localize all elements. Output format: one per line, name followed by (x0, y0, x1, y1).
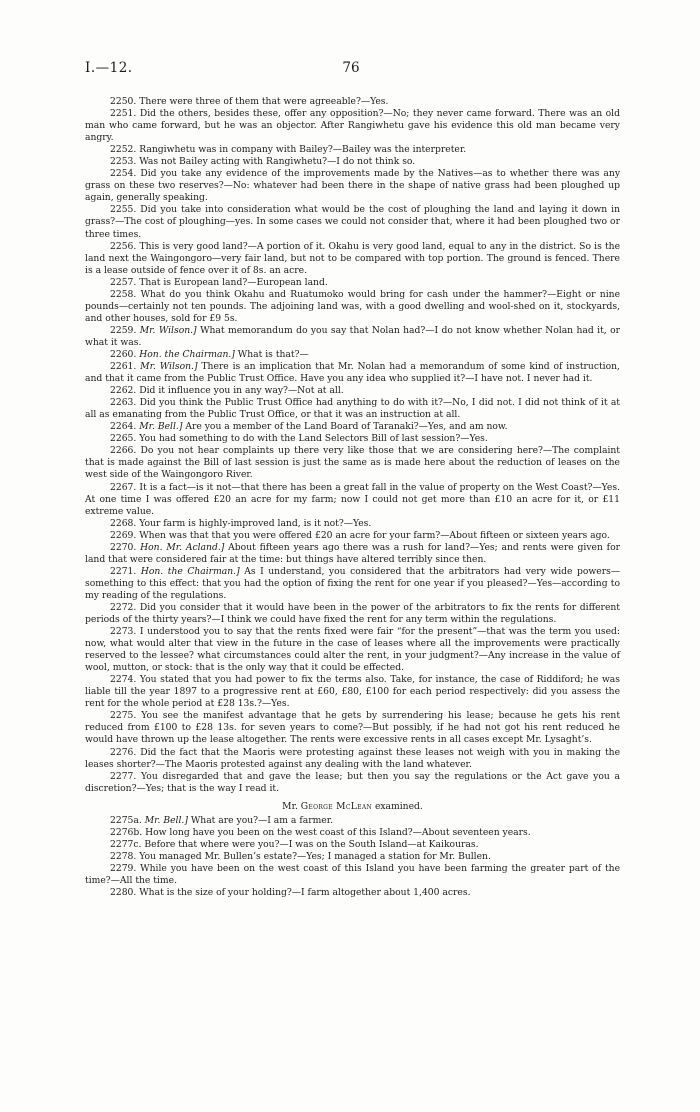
question-text: What is the size of your holding?—I farm altogether about 1,400 acres. (139, 887, 471, 899)
question-number: 2277c. (110, 838, 142, 850)
question-paragraph (85, 96, 620, 108)
question-paragraph (85, 445, 620, 481)
question-paragraph (85, 851, 620, 863)
question-text: This is very good land?—A portion of it. Okahu is very good land, equal to any in the district. So is the land next the Waingongoro—very fair land, but not to be compared with top portion. The ground is fenced. There is a lease outside of fence over it of 8s. an acre. (85, 240, 621, 276)
question-paragraph (85, 168, 620, 204)
question-text: Did you consider that it would have been in the power of the arbitrators to fix the rents for different periods of the thirty years?—I think we could have fixed the rent for any term within the regulations. (85, 601, 620, 626)
question-text: You see the manifest advantage that he gets by surrendering his lease; because he gets his rent reduced from £100 to £28 13s. for seven years to come?—But possibly, if he had not got his rent reduced he would have thrown up the lease altogether. The rents were excessive rents in all cases except Mr. Lysaght’s. (85, 710, 621, 746)
question-number: 2261. (110, 361, 137, 373)
question-number: 2254. (110, 168, 137, 180)
question-number: 2267. (110, 481, 137, 493)
question-paragraph (85, 241, 620, 277)
question-number: 2266. (110, 445, 137, 457)
witness-prefix: Mr. (282, 800, 298, 812)
question-paragraph (85, 518, 620, 530)
question-number: 2275. (110, 710, 137, 722)
speaker-label: Hon. Mr. Acland.] (140, 541, 225, 553)
question-text: What memorandum do you say that Nolan had?—I do not know whether Nolan had it, or what it was. (85, 324, 621, 348)
question-text: What are you?—I am a farmer. (190, 814, 334, 826)
speaker-label: Mr. Wilson.] (139, 324, 197, 336)
question-number: 2260. (110, 348, 137, 360)
question-number: 2277. (110, 770, 137, 782)
question-number: 2259. (110, 324, 137, 336)
question-paragraph (85, 289, 620, 325)
question-paragraph (85, 815, 620, 827)
document-body (85, 96, 620, 899)
question-number: 2274. (110, 674, 137, 686)
question-number: 2264. (110, 421, 137, 433)
question-text: Are you a member of the Land Board of Taranaki?—Yes, and am now. (185, 421, 508, 433)
question-text: Did you take into consideration what would be the cost of ploughing the land and laying it down in grass?—The cost of ploughing—yes. In some cases we could not consider that, where it had been ploughed two or three times. (85, 204, 620, 240)
parliamentary-paper-reference: I.—12. (85, 60, 133, 76)
evidence-after-heading (85, 815, 620, 899)
question-text: Before that where were you?—I was on the South Island—at Kaikouras. (144, 838, 479, 850)
question-number: 2278. (110, 850, 137, 862)
question-text: You disregarded that and gave the lease; but then you say the regulations or the Act gave you a discretion?—Yes; that is the way I read it. (85, 770, 621, 794)
question-paragraph (85, 204, 620, 240)
question-text: Do you not hear complaints up there very like those that we are considering here?—The complaint that is made against the Bill of last session is just the same as is made here about the reduction of leases on the west side of the Waingongoro River. (85, 445, 620, 481)
question-paragraph (85, 530, 620, 542)
question-paragraph (85, 349, 620, 361)
question-number: 2270. (110, 541, 137, 553)
question-paragraph (85, 771, 620, 795)
question-text: Did the fact that the Maoris were protesting against these leases not weigh with you in making the leases shorter?—The Maoris protested against any dealing with the land whatever. (85, 746, 621, 770)
question-text: About fifteen years ago there was a rush for land?—Yes; and rents were given for land that were considered fair at the time: but things have altered terribly since then. (85, 541, 621, 565)
question-paragraph (85, 602, 620, 626)
question-number: 2251. (110, 108, 137, 120)
speaker-label: Mr. Wilson.] (140, 361, 198, 373)
witness-name: George McLean (300, 800, 373, 812)
question-text: As I understand, you considered that the arbitrators had very wide powers—something to this effect: that you had the option of fixing the rent for one year if you pleased?—Yes—according to my reading of the regulations. (85, 565, 621, 601)
question-paragraph (85, 482, 620, 518)
question-number: 2276. (110, 746, 137, 758)
question-paragraph (85, 887, 620, 899)
question-text: You stated that you had power to fix the terms also. Take, for instance, the case of Riddiford; he was liable till the year 1897 to a progressive rent at £60, £80, £100 for each period respectively: did you assess the rent for the whole period at £28 13s.?—Yes. (85, 674, 621, 710)
question-paragraph (85, 674, 620, 710)
question-paragraph (85, 397, 620, 421)
question-paragraph (85, 839, 620, 851)
question-text: Did you think the Public Trust Office had anything to do with it?—No, I did not. I did not think of it at all as emanating from the Public Trust Office, or that it was an instruction at all. (85, 397, 620, 421)
question-text: That is European land?—European land. (139, 276, 328, 288)
question-number: 2279. (110, 862, 137, 874)
question-paragraph (85, 827, 620, 839)
question-number: 2273. (110, 626, 137, 638)
question-text: Was not Bailey acting with Rangiwhetu?—I do not think so. (139, 156, 416, 168)
question-text: Your farm is highly-improved land, is it not?—Yes. (139, 517, 372, 529)
question-paragraph (85, 626, 620, 674)
question-number: 2253. (110, 156, 137, 168)
question-paragraph (85, 747, 620, 771)
question-text: It is a fact—is it not—that there has been a great fall in the value of property on the West Coast?—Yes. At one time I was offered £20 an acre for my farm; now I could not get more than £10 an acre for it, or £11 extreme value. (85, 481, 621, 517)
question-text: Rangiwhetu was in company with Bailey?—Bailey was the interpreter. (139, 144, 467, 156)
question-paragraph (85, 863, 620, 887)
question-number: 2271. (110, 565, 137, 577)
question-number: 2275a. (110, 814, 142, 826)
question-number: 2272. (110, 601, 137, 613)
question-number: 2257. (110, 276, 137, 288)
question-number: 2269. (110, 529, 137, 541)
question-number: 2252. (110, 144, 137, 156)
question-number: 2255. (110, 204, 137, 216)
page-number: 76 (342, 60, 360, 76)
speaker-label: Hon. the Chairman.] (140, 565, 240, 577)
question-paragraph (85, 325, 620, 349)
question-number: 2250. (110, 96, 137, 107)
question-number: 2276b. (110, 826, 143, 838)
question-paragraph (85, 156, 620, 168)
question-text: You managed Mr. Bullen’s estate?—Yes; I managed a station for Mr. Bullen. (139, 850, 491, 862)
speaker-label: Hon. the Chairman.] (139, 348, 235, 360)
question-paragraph (85, 421, 620, 433)
question-number: 2268. (110, 517, 137, 529)
question-text: Did you take any evidence of the improvements made by the Natives—as to whether there was any grass on these two reserves?—No: whatever had been there in the shape of native grass had been ploughed up again, generally speaking. (85, 168, 621, 204)
question-text: How long have you been on the west coast of this Island?—About seventeen years. (145, 826, 531, 838)
question-text: While you have been on the west coast of this Island you have been farming the greater part of the time?—All the time. (85, 862, 621, 886)
witness-suffix: examined. (374, 800, 423, 812)
question-text: You had something to do with the Land Selectors Bill of last session?—Yes. (139, 433, 488, 445)
question-paragraph (85, 108, 620, 144)
question-text: What is that?— (237, 348, 309, 360)
question-number: 2258. (110, 288, 137, 300)
question-paragraph (85, 542, 620, 566)
question-number: 2263. (110, 397, 137, 409)
question-paragraph (85, 361, 620, 385)
question-text: When was that that you were offered £20 an acre for your farm?—About fifteen or sixteen years ago. (139, 529, 610, 541)
question-paragraph (85, 566, 620, 602)
question-text: There is an implication that Mr. Nolan had a memorandum of some kind of instruction, and that it came from the Public Trust Office. Have you any idea who supplied it?—I have not. I never had it. (85, 361, 620, 385)
question-text: Did it influence you in any way?—Not at all. (139, 385, 344, 397)
witness-heading (85, 801, 620, 813)
question-text: I understood you to say that the rents fixed were fair “for the present”—that was the term you used: now, what would alter that view in the future in the case of leases where all the improvements were practically reserved to the lessee? what circumstances could alter the rent, in your judgment?—Any increase in the value of wool, mutton, or stock: that is the only way that it could be effected. (85, 626, 621, 674)
question-number: 2262. (110, 385, 137, 397)
evidence-before-heading (85, 96, 620, 795)
question-text: What do you think Okahu and Ruatumoko would bring for cash under the hammer?—Eight or nine pounds—certainly not ten pounds. The adjoining land was, with a good dwelling and wool-shed on it, stockyards, and other houses, sold for £9 5s. (85, 288, 621, 324)
question-paragraph (85, 144, 620, 156)
speaker-label: Mr. Bell.] (144, 814, 188, 826)
question-paragraph (85, 433, 620, 445)
speaker-label: Mr. Bell.] (139, 421, 183, 433)
question-text: There were three of them that were agreeable?—Yes. (139, 96, 389, 107)
question-paragraph (85, 710, 620, 746)
question-paragraph (85, 277, 620, 289)
question-paragraph (85, 385, 620, 397)
question-number: 2280. (110, 887, 137, 899)
question-text: Did the others, besides these, offer any opposition?—No; they never came forward. There was an old man who came forward, but he was an objector. After Rangiwhetu gave his evidence this old man became very angry. (85, 108, 621, 144)
question-number: 2265. (110, 433, 137, 445)
question-number: 2256. (110, 240, 137, 252)
